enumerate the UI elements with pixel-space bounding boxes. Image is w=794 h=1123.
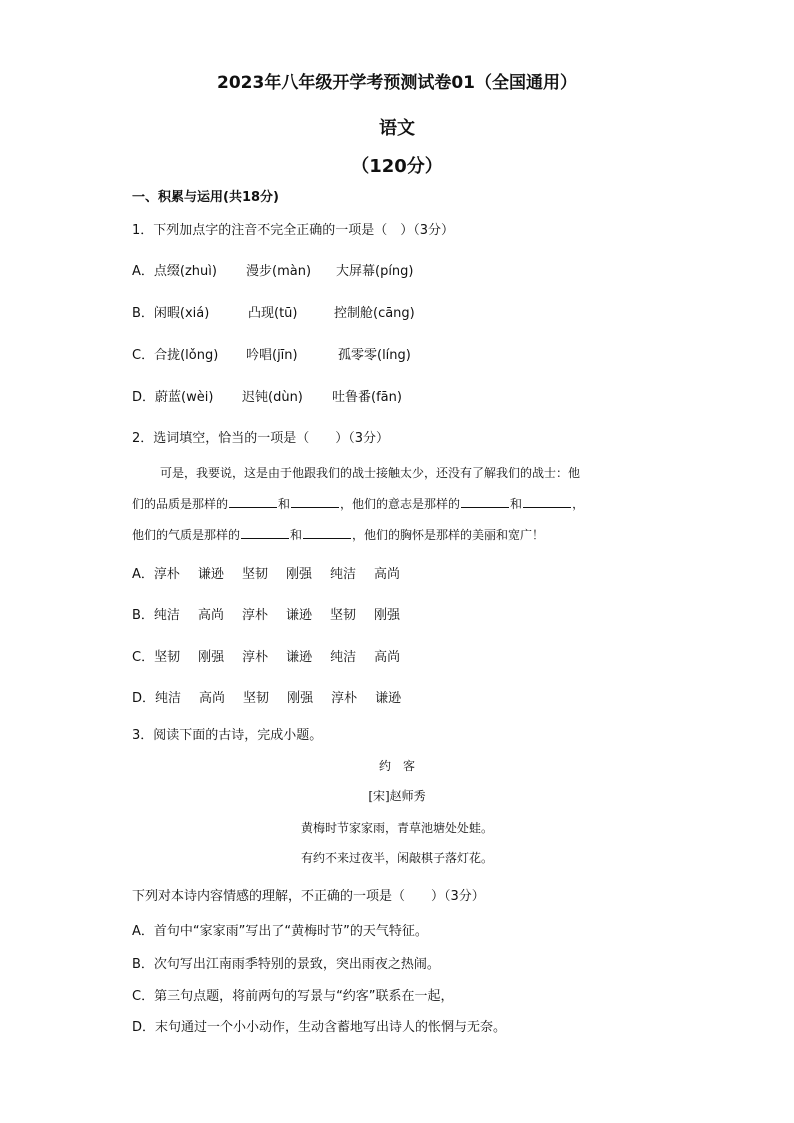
q1-option-a bbox=[132, 260, 217, 279]
q3-option-c: C．第三句点题，将前两句的写景与“约客”联系在一起， bbox=[132, 989, 454, 1004]
option-label: C． bbox=[132, 650, 155, 665]
passage-text: 和 bbox=[278, 497, 291, 511]
fill-blank bbox=[229, 496, 277, 508]
q2-option-b bbox=[132, 604, 418, 623]
option-word: 坚韧 bbox=[243, 691, 270, 706]
option-word: 谦逊 bbox=[197, 567, 224, 582]
poem-line-2: 有约不来过夜半，闲敲棋子落灯花。 bbox=[300, 851, 493, 865]
option-item: 吟唱(jīn) bbox=[246, 348, 298, 363]
option-item: 凸现(tū) bbox=[248, 306, 298, 321]
q2-option-c bbox=[132, 646, 418, 665]
option-item: 合拢(lǒng) bbox=[154, 348, 219, 363]
q1-option-d bbox=[132, 386, 213, 405]
option-word: 坚韧 bbox=[154, 650, 181, 665]
option-word: 纯洁 bbox=[155, 691, 182, 706]
fill-blank bbox=[241, 527, 289, 539]
option-word: 坚韧 bbox=[241, 567, 268, 582]
option-word: 纯洁 bbox=[329, 567, 356, 582]
q3-stem: 3．阅读下面的古诗，完成小题。 bbox=[132, 728, 323, 743]
total-score: （120分） bbox=[351, 156, 443, 177]
passage-text: 和 bbox=[290, 528, 303, 542]
poem-author: [宋]赵师秀 bbox=[368, 789, 426, 803]
option-item: 吐鲁番(fān) bbox=[332, 390, 402, 405]
option-word: 纯洁 bbox=[153, 608, 180, 623]
option-item: 控制舱(cāng) bbox=[334, 306, 415, 321]
subject-title: 语文 bbox=[379, 118, 415, 139]
option-item: 孤零零(líng) bbox=[338, 348, 411, 363]
poem-line-1: 黄梅时节家家雨，青草池塘处处蛙。 bbox=[300, 821, 493, 835]
option-word: 谦逊 bbox=[286, 650, 313, 665]
fill-blank bbox=[461, 496, 509, 508]
passage-text: ， bbox=[572, 497, 585, 511]
option-word: 刚强 bbox=[198, 650, 225, 665]
fill-blank bbox=[291, 496, 339, 508]
option-label: D． bbox=[132, 390, 156, 405]
q2-option-d bbox=[132, 687, 419, 706]
option-label: A． bbox=[132, 264, 154, 279]
option-item: 蔚蓝(wèi) bbox=[155, 390, 214, 405]
passage-text: 们的品质是那样的 bbox=[132, 497, 229, 511]
q3-option-a: A．首句中“家家雨”写出了“黄梅时节”的天气特征。 bbox=[132, 924, 428, 939]
passage-text: 和 bbox=[510, 497, 523, 511]
option-label: B． bbox=[132, 306, 154, 321]
option-word: 淳朴 bbox=[242, 650, 269, 665]
option-label: C． bbox=[132, 348, 155, 363]
q3-sub-stem: 下列对本诗内容情感的理解，不正确的一项是（ ）（3分） bbox=[132, 889, 485, 904]
q1-option-c bbox=[132, 344, 218, 363]
q3-option-b: B．次句写出江南雨季特别的景致，突出雨夜之热闹。 bbox=[132, 957, 440, 972]
passage-text: 他们的气质是那样的 bbox=[132, 528, 241, 542]
option-word: 谦逊 bbox=[375, 691, 402, 706]
q1-stem: 1．下列加点字的注音不完全正确的一项是（ ）（3分） bbox=[132, 223, 455, 238]
option-word: 高尚 bbox=[374, 650, 401, 665]
q2-passage-line2 bbox=[132, 495, 584, 512]
q2-passage-line3 bbox=[132, 526, 544, 543]
option-word: 高尚 bbox=[197, 608, 224, 623]
option-word: 刚强 bbox=[285, 567, 312, 582]
exam-title: 2023年八年级开学考预测试卷01（全国通用） bbox=[217, 73, 577, 93]
option-item: 点缀(zhuì) bbox=[153, 264, 217, 279]
option-item: 大屏幕(píng) bbox=[336, 264, 414, 279]
option-word: 纯洁 bbox=[330, 650, 357, 665]
option-word: 淳朴 bbox=[331, 691, 358, 706]
option-item: 闲暇(xiá) bbox=[153, 306, 210, 321]
fill-blank bbox=[303, 527, 351, 539]
option-label: D． bbox=[132, 691, 156, 706]
option-word: 刚强 bbox=[374, 608, 401, 623]
option-label: B． bbox=[132, 608, 154, 623]
option-item: 迟钝(dùn) bbox=[242, 390, 303, 405]
q3-option-d: D．末句通过一个小小动作，生动含蓄地写出诗人的怅惘与无奈。 bbox=[132, 1020, 507, 1035]
option-word: 高尚 bbox=[373, 567, 400, 582]
q2-stem: 2．选词填空，恰当的一项是（ ）（3分） bbox=[132, 431, 390, 446]
passage-text: ，他们的胸怀是那样的美丽和宽广！ bbox=[352, 528, 545, 542]
option-label: A． bbox=[132, 567, 154, 582]
option-item: 漫步(màn) bbox=[246, 264, 312, 279]
passage-text: ，他们的意志是那样的 bbox=[340, 497, 461, 511]
poem-title: 约 客 bbox=[378, 759, 415, 773]
q2-passage-line1: 可是，我要说，这是由于他跟我们的战士接触太少，还没有了解我们的战士：他 bbox=[160, 466, 581, 480]
q2-option-a bbox=[132, 563, 418, 582]
option-word: 坚韧 bbox=[329, 608, 356, 623]
section-heading: 一、积累与运用(共18分) bbox=[132, 190, 279, 205]
option-word: 高尚 bbox=[199, 691, 226, 706]
option-word: 刚强 bbox=[287, 691, 314, 706]
option-word: 淳朴 bbox=[153, 567, 180, 582]
option-word: 淳朴 bbox=[241, 608, 268, 623]
q1-option-b bbox=[132, 302, 209, 321]
option-word: 谦逊 bbox=[285, 608, 312, 623]
fill-blank bbox=[523, 496, 571, 508]
